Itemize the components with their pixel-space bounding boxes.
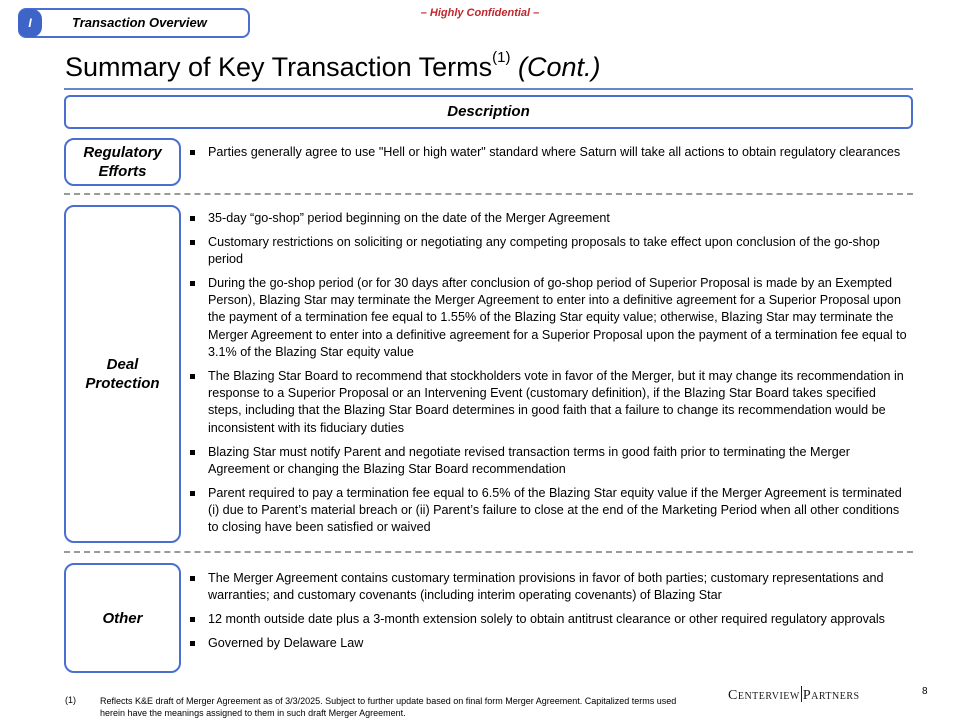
list-item: Customary restrictions on soliciting or negotiating any competing proposals to take effect upon conclusion of the go-shop period — [190, 234, 910, 269]
regulatory-label-line2: Efforts — [98, 163, 147, 180]
list-item: Parent required to pay a termination fee equal to 6.5% of the Blazing Star equity value if the Merger Agreement is terminated (i) due to Parent’s material breach or (ii) Parent’s failure to close at the end of the Marketing Period when all other conditions to closing have been satisfied or waived — [190, 485, 910, 537]
section-divider — [64, 551, 913, 553]
section-number-badge: I — [18, 9, 42, 37]
page-number: 8 — [922, 686, 928, 697]
deal-label-line1: Deal — [106, 356, 139, 373]
list-item: 12 month outside date plus a 3-month extension solely to obtain antitrust clearance or other required regulatory approvals — [190, 611, 910, 628]
title-footnote-marker: (1) — [492, 49, 511, 66]
regulatory-label-line1: Regulatory — [83, 144, 162, 161]
title-rule — [64, 88, 913, 90]
footnote-number: (1) — [65, 695, 76, 705]
title-cont: (Cont.) — [518, 52, 601, 82]
deal-protection-label — [64, 205, 181, 543]
section-label: Transaction Overview — [72, 15, 207, 30]
centerview-logo — [728, 686, 860, 704]
logo-left: Centerview — [728, 688, 800, 703]
description-header: Description — [64, 95, 913, 129]
regulatory-bullets — [190, 144, 910, 168]
list-item: Parties generally agree to use "Hell or high water" standard where Saturn will take all actions to obtain regulatory clearances — [190, 144, 910, 161]
list-item: The Merger Agreement contains customary termination provisions in favor of both parties; customary representations and warranties; and customary covenants (including interim operating covenants) of Blazing Star — [190, 570, 910, 605]
logo-right: Partners — [802, 688, 860, 703]
list-item: 35-day “go-shop” period beginning on the date of the Merger Agreement — [190, 210, 910, 227]
list-item: During the go-shop period (or for 30 days after conclusion of go-shop period of Superior Proposal is made by an Exempted Person), Blazing Star may terminate the Merger Agreement to enter into a definitive agreement for a Superior Proposal upon the payment of a termination fee equal to 1.55% of the Blazing Star equity value; otherwise, Blazing Star may terminate the Merger Agreement to enter into a definitive agreement for a Superior Proposal upon the payment of a termination fee equal to 3.1% of the Blazing Star equity value — [190, 275, 910, 361]
list-item: The Blazing Star Board to recommend that stockholders vote in favor of the Merger, but it may change its recommendation in response to a Superior Proposal or an Intervening Event (customary definition), if the Blazing Star Board takes specified steps, including that the Blazing Star Board determines in good faith that a failure to change its recommendation would be inconsistent with its fiduciary duties — [190, 368, 910, 437]
title-main: Summary of Key Transaction Terms — [65, 52, 493, 82]
footnote-text: Reflects K&E draft of Merger Agreement as of 3/3/2025. Subject to further update based on final form Merger Agreement. Capitalized terms used herein have the meanings assigned to them in such draft Merger Agreement. — [100, 696, 677, 718]
section-divider — [64, 193, 913, 195]
other-bullets — [190, 570, 910, 659]
page-title — [65, 49, 601, 83]
list-item: Governed by Delaware Law — [190, 635, 910, 652]
other-label: Other — [64, 563, 181, 673]
confidential-notice: – Highly Confidential – — [420, 7, 540, 19]
list-item: Blazing Star must notify Parent and negotiate revised transaction terms in good faith prior to terminating the Merger Agreement or changing the Blazing Star Board recommendation — [190, 444, 910, 479]
deal-protection-bullets — [190, 210, 910, 543]
regulatory-efforts-label — [64, 138, 181, 186]
deal-label-line2: Protection — [85, 375, 160, 392]
logo-divider — [801, 686, 802, 702]
